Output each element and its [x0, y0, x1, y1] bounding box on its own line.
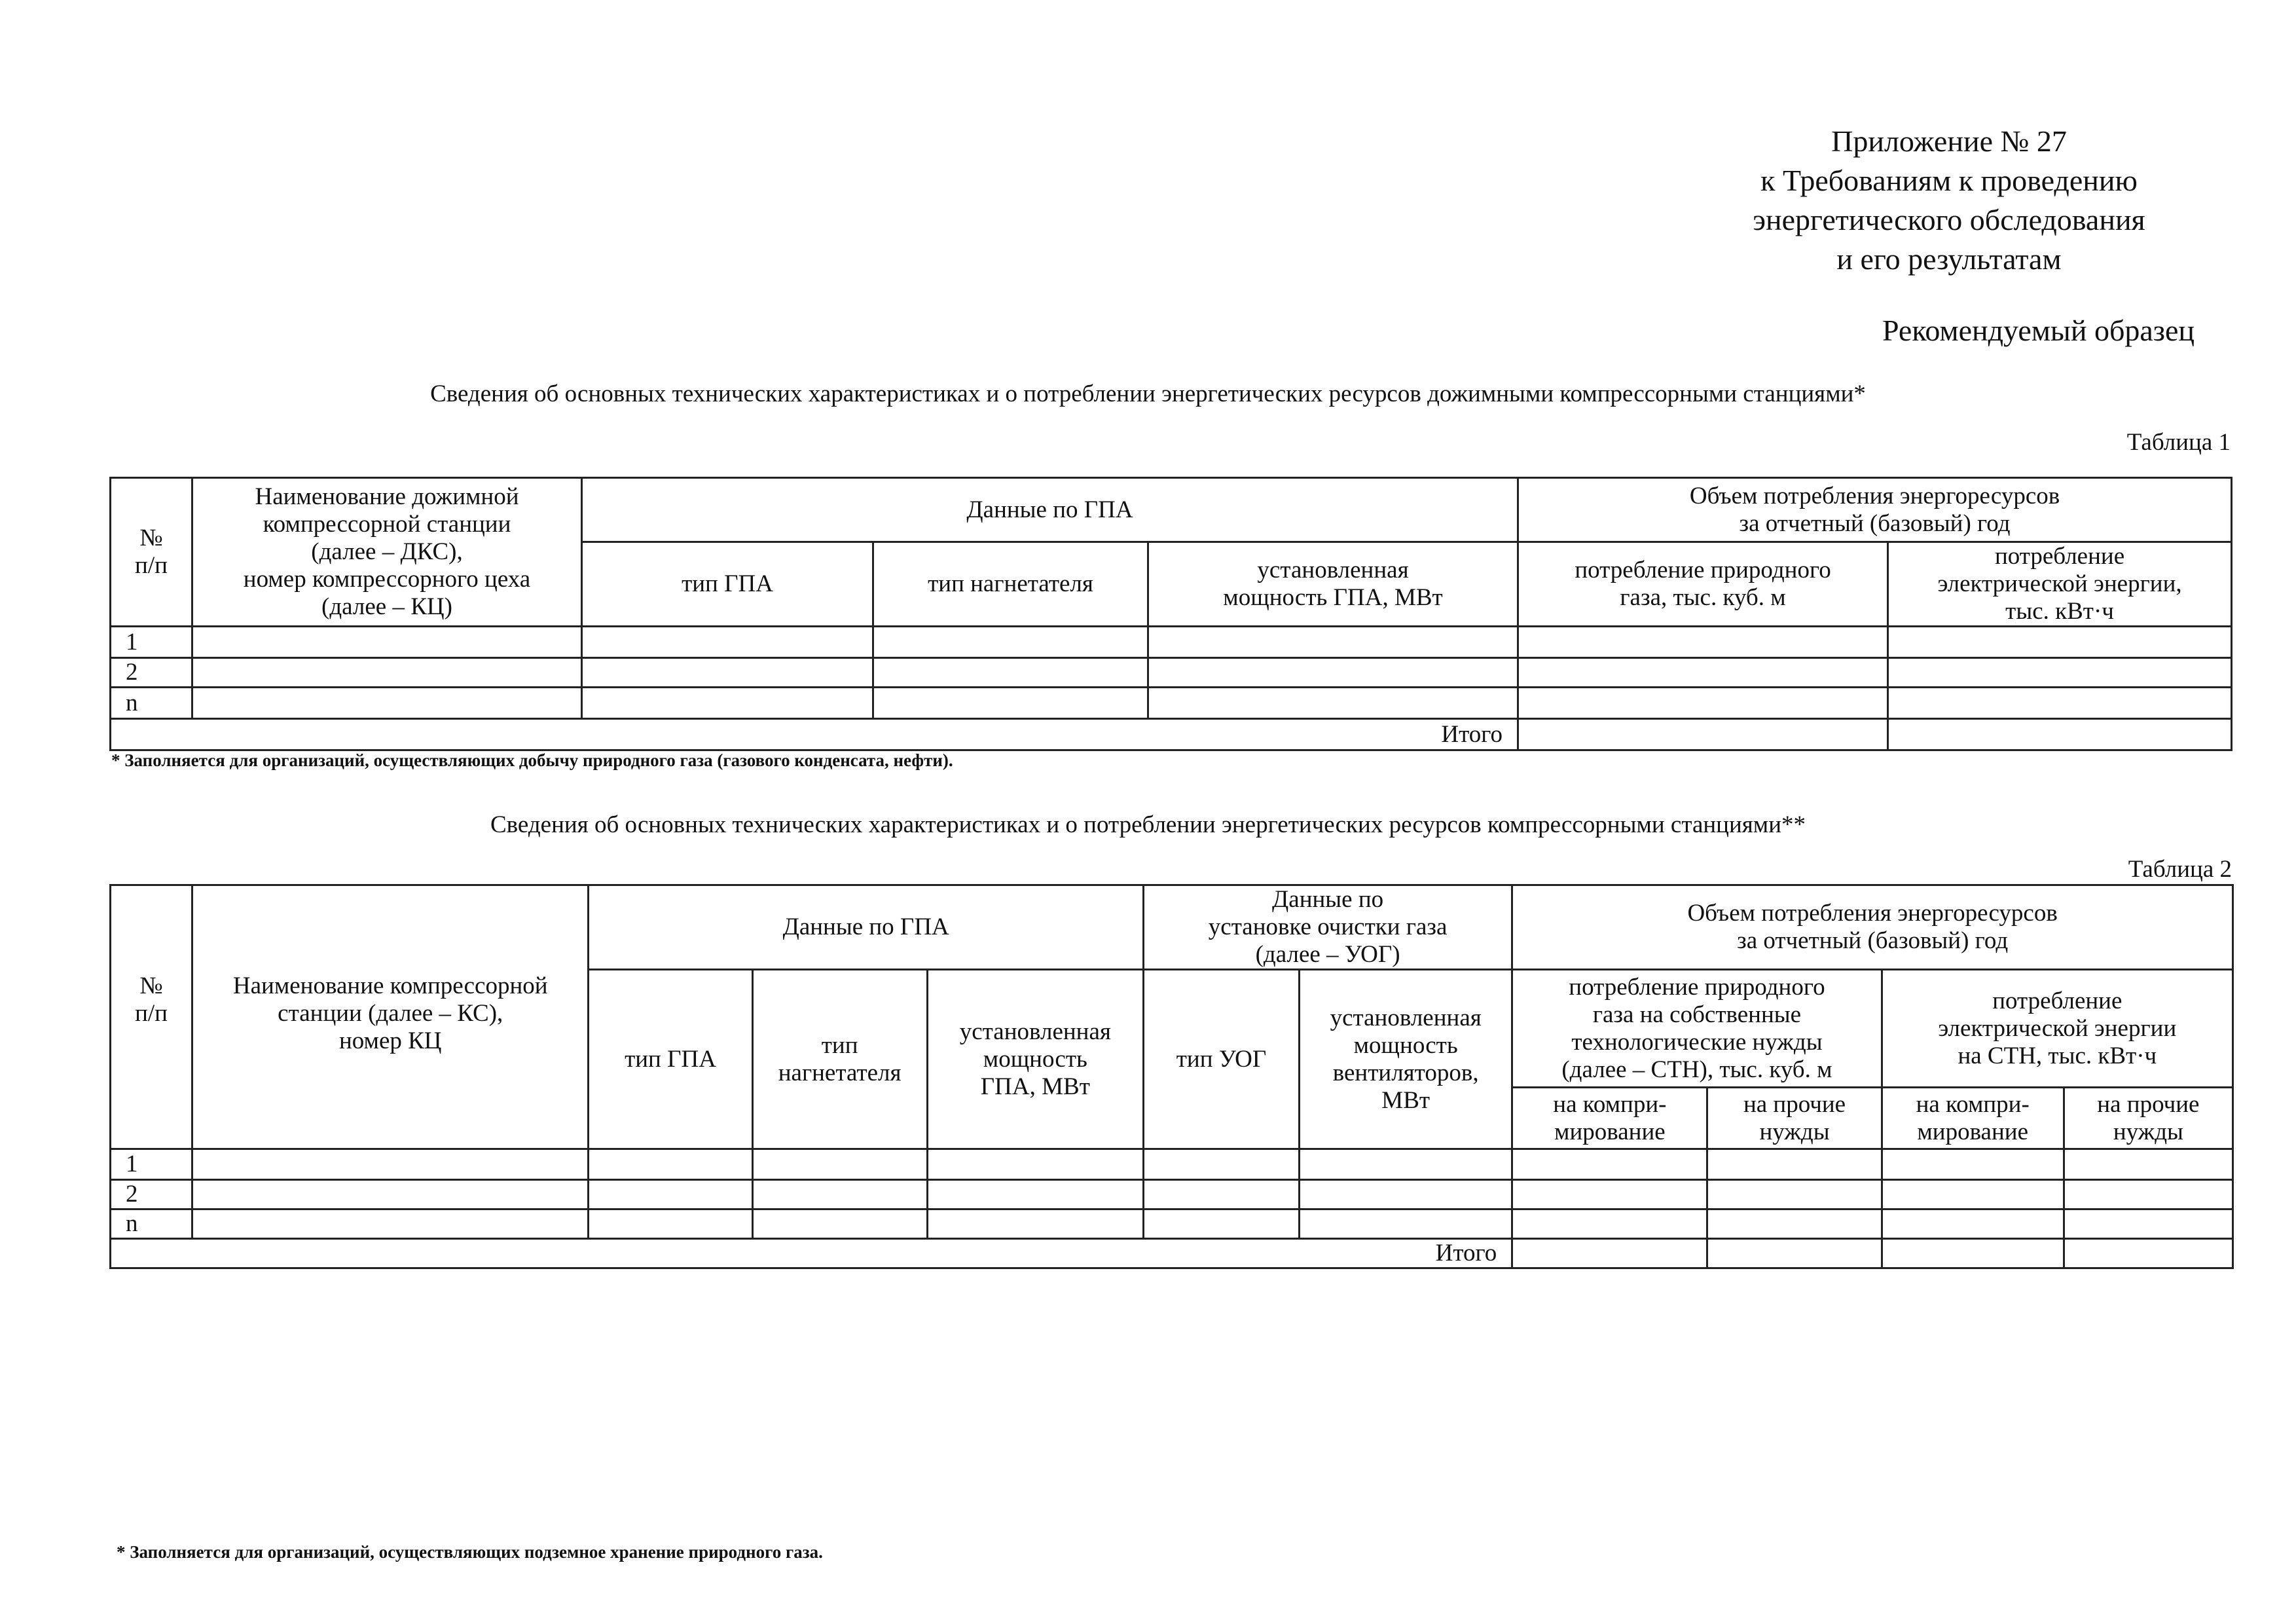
col-header-electricity-consumption: потребление электрической энергии, тыс. кВт·ч — [1888, 542, 2232, 627]
table-cell[interactable] — [582, 627, 873, 658]
col-header-electricity-other-needs: на прочие нужды — [2064, 1088, 2232, 1149]
table-cell[interactable] — [582, 688, 873, 719]
col-header-gas-consumption: потребление природного газа, тыс. куб. м — [1518, 542, 1888, 627]
table-cell[interactable] — [1518, 627, 1888, 658]
table-cell[interactable] — [1148, 658, 1518, 688]
col-header-electricity-compression: на компри- мирование — [1882, 1088, 2064, 1149]
col-header-installed-power: установленная мощность ГПА, МВт — [1148, 542, 1518, 627]
table-cell[interactable] — [1882, 1209, 2064, 1239]
table-row — [111, 1209, 2233, 1239]
table-cell[interactable] — [1888, 719, 2232, 750]
col-header-installed-power: установленная мощность ГПА, МВт — [927, 970, 1143, 1149]
annex-line: и его результатам — [1836, 242, 2062, 276]
table1-label: Таблица 1 — [2126, 429, 2231, 456]
table-cell[interactable] — [1888, 627, 2232, 658]
table-cell[interactable] — [873, 627, 1148, 658]
table-cell[interactable] — [752, 1180, 927, 1209]
table-cell[interactable] — [1143, 1149, 1299, 1180]
table-cell[interactable] — [192, 688, 582, 719]
table-row — [111, 1180, 2233, 1209]
group-header-volume: Объем потребления энергоресурсов за отчетный (базовый) год — [1518, 478, 2232, 542]
col-header-station-name: Наименование дожимной компрессорной станции (далее – ДКС), номер компрессорного цеха (далее – КЦ) — [192, 478, 582, 627]
table1-heading: Сведения об основных технических характеристиках и о потреблении энергетических ресурсов дожимными компрессорными станциями* — [430, 380, 1866, 407]
table-cell[interactable] — [927, 1180, 1143, 1209]
recommended-sample-label: Рекомендуемый образец — [1882, 314, 2195, 347]
table1 — [109, 477, 2232, 751]
table-cell[interactable] — [2064, 1239, 2232, 1268]
col-header-gas-other-needs: на прочие нужды — [1707, 1088, 1882, 1149]
table-cell[interactable] — [192, 1149, 589, 1180]
annex-number: Приложение № 27 — [1831, 124, 2067, 158]
table-cell[interactable] — [1518, 719, 1888, 750]
table-cell[interactable] — [1707, 1239, 1882, 1268]
bottom-footnote: * Заполняется для организаций, осуществляющих подземное хранение природного газа. — [117, 1542, 823, 1562]
table-cell[interactable] — [1888, 658, 2232, 688]
table-cell[interactable] — [927, 1149, 1143, 1180]
col-header-gpa-type: тип ГПА — [589, 970, 752, 1149]
table-cell[interactable] — [1148, 688, 1518, 719]
col-header-number: № п/п — [111, 885, 192, 1149]
annex-line: к Требованиям к проведению — [1760, 164, 2138, 197]
row-number: 1 — [111, 627, 192, 658]
group-header-uog: Данные по установке очистки газа (далее – УОГ) — [1143, 885, 1512, 970]
table1-footnote: * Заполняется для организаций, осуществляющих добычу природного газа (газового конденсата, нефти). — [111, 750, 953, 770]
table-cell[interactable] — [589, 1209, 752, 1239]
group-header-gpa: Данные по ГПА — [582, 478, 1518, 542]
total-label: Итого — [111, 1239, 1512, 1268]
annex-header — [1700, 122, 2198, 279]
row-number: 2 — [111, 658, 192, 688]
table-row — [111, 658, 2232, 688]
table2-heading: Сведения об основных технических характеристиках и о потреблении энергетических ресурсов компрессорными станциями** — [490, 811, 1806, 838]
table-cell[interactable] — [192, 1209, 589, 1239]
table-cell[interactable] — [582, 658, 873, 688]
table-cell[interactable] — [192, 658, 582, 688]
table-cell[interactable] — [1300, 1180, 1512, 1209]
total-label: Итого — [111, 719, 1518, 750]
table-cell[interactable] — [192, 1180, 589, 1209]
row-number: n — [111, 1209, 192, 1239]
table-cell[interactable] — [873, 658, 1148, 688]
table-cell[interactable] — [1707, 1180, 1882, 1209]
col-header-fan-power: установленная мощность вентиляторов, МВт — [1300, 970, 1512, 1149]
table-cell[interactable] — [1512, 1239, 1707, 1268]
total-row — [111, 719, 2232, 750]
table-cell[interactable] — [1512, 1209, 1707, 1239]
col-header-supercharger-type: тип нагнетателя — [873, 542, 1148, 627]
table-cell[interactable] — [2064, 1149, 2232, 1180]
table-cell[interactable] — [1882, 1149, 2064, 1180]
table-cell[interactable] — [1512, 1149, 1707, 1180]
table-cell[interactable] — [589, 1180, 752, 1209]
col-header-number: № п/п — [111, 478, 192, 627]
total-row — [111, 1239, 2233, 1268]
table2-label: Таблица 2 — [2128, 856, 2232, 883]
table-cell[interactable] — [2064, 1209, 2232, 1239]
col-header-gas-compression: на компри- мирование — [1512, 1088, 1707, 1149]
table-cell[interactable] — [1143, 1209, 1299, 1239]
table-cell[interactable] — [1518, 688, 1888, 719]
row-number: 1 — [111, 1149, 192, 1180]
table-cell[interactable] — [2064, 1180, 2232, 1209]
table-cell[interactable] — [1300, 1209, 1512, 1239]
table-cell[interactable] — [752, 1209, 927, 1239]
table-cell[interactable] — [1707, 1209, 1882, 1239]
table-cell[interactable] — [1512, 1180, 1707, 1209]
table-cell[interactable] — [1148, 627, 1518, 658]
col-header-station-name: Наименование компрессорной станции (далее – КС), номер КЦ — [192, 885, 589, 1149]
group-header-volume: Объем потребления энергоресурсов за отчетный (базовый) год — [1512, 885, 2233, 970]
table-cell[interactable] — [1888, 688, 2232, 719]
col-header-supercharger-type: тип нагнетателя — [752, 970, 927, 1149]
table-cell[interactable] — [873, 688, 1148, 719]
table-row — [111, 1149, 2233, 1180]
row-number: n — [111, 688, 192, 719]
col-header-gas-own-needs: потребление природного газа на собственные технологические нужды (далее – СТН), тыс. куб. м — [1512, 970, 1882, 1088]
table-cell[interactable] — [927, 1209, 1143, 1239]
col-header-uog-type: тип УОГ — [1143, 970, 1299, 1149]
table-cell[interactable] — [589, 1149, 752, 1180]
table-cell[interactable] — [1707, 1149, 1882, 1180]
table-cell[interactable] — [1518, 658, 1888, 688]
table-cell[interactable] — [1882, 1239, 2064, 1268]
table-cell[interactable] — [192, 627, 582, 658]
table-cell[interactable] — [1143, 1180, 1299, 1209]
table-row — [111, 627, 2232, 658]
table2 — [109, 884, 2234, 1269]
col-header-electricity-own-needs: потребление электрической энергии на СТН, тыс. кВт·ч — [1882, 970, 2232, 1088]
row-number: 2 — [111, 1180, 192, 1209]
table-row — [111, 688, 2232, 719]
col-header-gpa-type: тип ГПА — [582, 542, 873, 627]
table-cell[interactable] — [1882, 1180, 2064, 1209]
annex-line: энергетического обследования — [1753, 203, 2145, 236]
group-header-gpa: Данные по ГПА — [589, 885, 1144, 970]
table-cell[interactable] — [1300, 1149, 1512, 1180]
table-cell[interactable] — [752, 1149, 927, 1180]
